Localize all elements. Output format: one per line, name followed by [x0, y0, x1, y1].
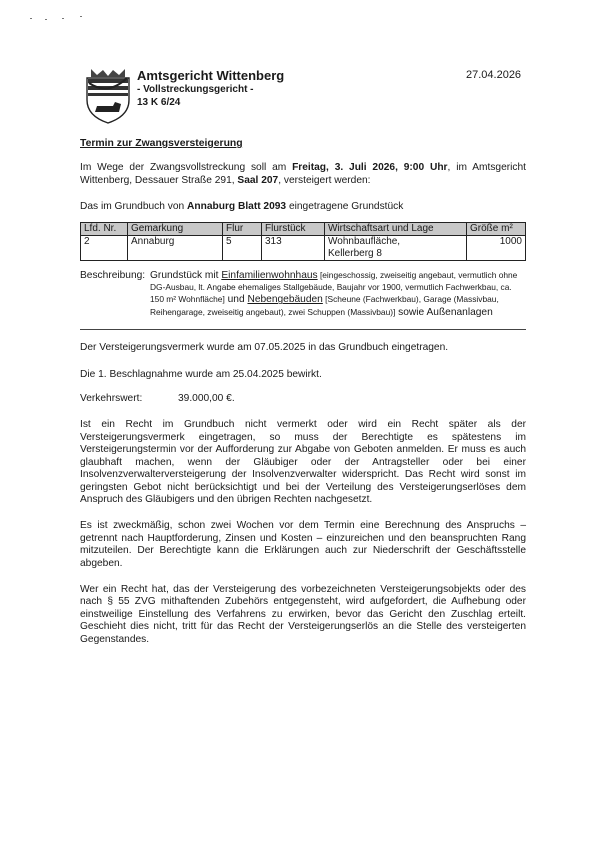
table-row: [81, 235, 526, 260]
column-header: Gemarkung: [128, 222, 223, 235]
vermerk-paragraph: Der Versteigerungsvermerk wurde am 07.05.2025 in das Grundbuch eingetragen.: [80, 342, 449, 354]
cell-lage: [325, 235, 467, 260]
description-outbuildings: Nebengebäuden: [247, 294, 323, 306]
verkehrswert-line: [80, 393, 526, 405]
scan-speck: [45, 19, 47, 20]
grundbuch-paragraph: [80, 201, 526, 213]
claim-paragraph: Es ist zweckmäßig, schon zwei Wochen vor dem Termin eine Berechnung des Anspruchs – getrennt nach Hauptforderung, Zinsen und Kosten – einzureichen und den beanspruchten Rang mitzuteilen. Der Berechtigte kann die Erklärungen auch zur Niederschrift der Geschäftsstelle abgeben.: [80, 520, 526, 569]
grundbuch-reference: Annaburg Blatt 2093: [187, 201, 287, 213]
case-number: 13 K 6/24: [137, 97, 181, 108]
description-part: Grundstück mit: [150, 269, 222, 281]
scan-speck: [80, 16, 82, 17]
verkehrswert-value: 39.000,00 €.: [178, 393, 235, 405]
saxony-anhalt-coat-of-arms-icon: [83, 66, 133, 124]
description-text: [150, 270, 526, 320]
column-header: Wirtschaftsart und Lage: [325, 222, 467, 235]
column-header: Größe m²: [467, 222, 526, 235]
description-outbuilding-details: [Scheune (Fachwerkbau), Garage (Massivbau, Reihengarage, zweiseitig angebaut), zwei Schuppen (Massivbau)]: [150, 294, 499, 317]
description-house: Einfamilienwohnhaus: [221, 269, 318, 281]
court-block: [137, 68, 284, 109]
beschlagnahme-paragraph: Die 1. Beschlagnahme wurde am 25.04.2025 bewirkt.: [80, 368, 322, 380]
table-header-row: [81, 222, 526, 235]
lage-line-1: Wohnbaufläche,: [328, 235, 401, 247]
rights-paragraph: Ist ein Recht im Grundbuch nicht vermerkt oder wird ein Recht später als der Versteigerungsvermerk eingetragen, so muss der Berechtigte es spätestens im Versteigerungstermin vor der Aufforderung zur Abgabe von Geboten anmelden. Er muss es auch glaubhaft machen, wenn der Gläubiger oder der Antragsteller oder bei einer Insolvenzverwalterversteigerung der Insolvenzverwalter widerspricht. Das Recht wird sonst im geringsten Gebot nicht berücksichtigt und bei der Verteilung des Versteigerungserlöses dem Anspruch des Gläubigers und den übrigen Rechten nachgesetzt.: [80, 419, 526, 505]
cell-groesse: 1000: [467, 235, 526, 260]
cell-gemarkung: Annaburg: [128, 235, 223, 260]
intro-text-1: Im Wege der Zwangsvollstreckung soll am: [80, 162, 293, 174]
intro-paragraph: [80, 162, 526, 187]
divider: [80, 329, 526, 330]
description-house-details: [eingeschossig, zweiseitig angebaut, vermutlich ohne DG-Ausbau, lt. Angabe ehemaliges Stallgebäude, Baujahr vor 1900, vermutlich Fachwerkbau, ca. 150 m² Wohnfläche]: [150, 269, 518, 305]
court-subtitle: - Vollstreckungsgericht -: [137, 84, 254, 95]
cell-nr: 2: [81, 235, 128, 260]
auction-date: Freitag, 3. Juli 2026, 9:00 Uhr: [292, 162, 448, 174]
cell-flurstueck: 313: [262, 235, 325, 260]
column-header: Flurstück: [262, 222, 325, 235]
lage-line-2: Kellerberg 8: [328, 247, 382, 259]
court-name: Amtsgericht Wittenberg: [137, 68, 285, 83]
verkehrswert-label: Verkehrswert:: [80, 393, 143, 405]
document-date: 27.04.2026: [466, 69, 522, 81]
grundbuch-text-1: Das im Grundbuch von: [80, 201, 188, 213]
objection-paragraph: Wer ein Recht hat, das der Versteigerung des vorbezeichneten Versteigerungsobjekts oder des nach § 55 ZVG mithaftenden Zubehörs entgegensteht, wird aufgefordert, die Aufhebung oder einstweilige Einstellung des Verfahrens zu erwirken, bevor das Gericht den Zuschlag erteilt. Geschieht dies nicht, tritt für das Recht der Versteigerungserlös an die Stelle des versteigerten Gegenstandes.: [80, 583, 526, 645]
scan-speck: [30, 18, 32, 19]
notice-content: [80, 138, 526, 646]
grundbuch-text-2: eingetragene Grundstück: [286, 201, 404, 213]
intro-text-3: , versteigert werden:: [278, 174, 371, 186]
description-label: Beschreibung:: [80, 269, 146, 281]
scan-speck: [62, 18, 64, 19]
column-header: Lfd. Nr.: [81, 222, 128, 235]
description-part: sowie Außenanlagen: [395, 306, 493, 318]
auction-room: Saal 207: [237, 174, 279, 186]
description-block: [80, 270, 526, 320]
property-table: [80, 222, 526, 261]
notice-title: Termin zur Zwangsversteigerung: [80, 138, 243, 149]
description-part: und: [224, 294, 248, 306]
cell-flur: 5: [223, 235, 262, 260]
intro-text-2: , im Amtsgericht Wittenberg, Dessauer Straße 291,: [80, 162, 527, 186]
column-header: Flur: [223, 222, 262, 235]
